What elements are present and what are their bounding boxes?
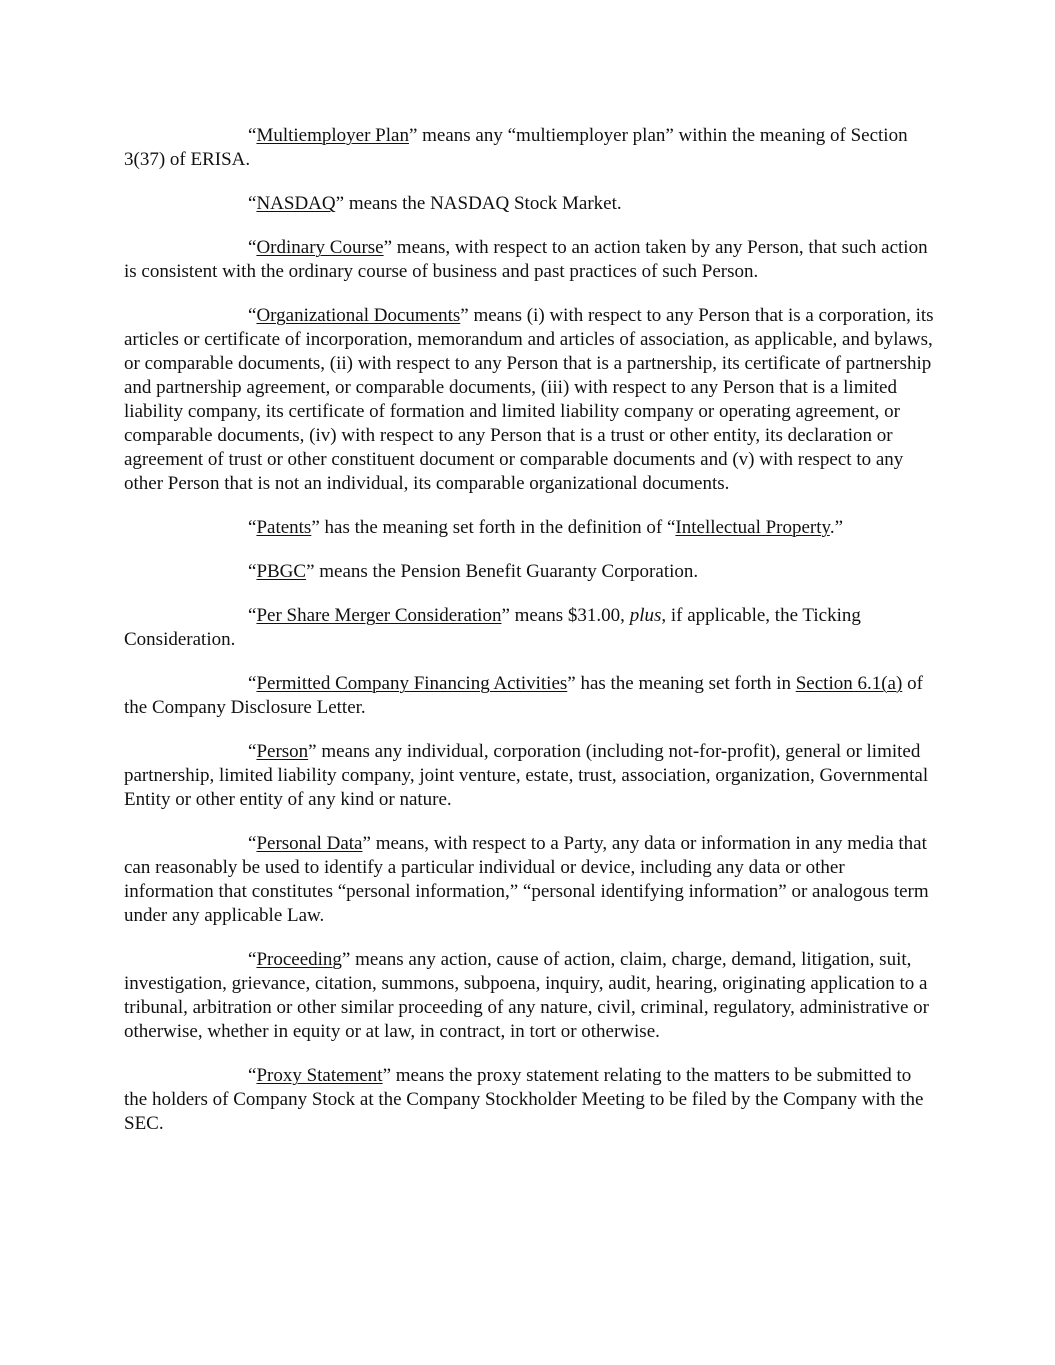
definition-text: means the NASDAQ Stock Market. <box>344 193 622 214</box>
defined-term: Patents <box>256 517 312 538</box>
definition-organizational-documents: “Organizational Documents” means (i) with respect to any Person that is a corporation, its articles or certificate of incorporation, memorandum and articles of association, as applicable, and bylaws, or comparable documents, (ii) with respect to any Person that is a partnership, its certificate of partnership and partnership agreement, or comparable documents, (iii) with respect to any Person that is a limited liability company, its certificate of formation and limited liability company or operating agreement, or comparable documents, (iv) with respect to any Person that is a trust or other entity, its declaration or agreement of trust or other constituent document or comparable documents and (v) with respect to any other Person that is not an individual, its comparable organizational documents. <box>124 305 934 494</box>
definition-text: means any individual, corporation (including not-for-profit), general or limited partnership, limited liability company, joint venture, estate, trust, association, organization, Governmental Entity or other entity of any kind or nature. <box>124 741 929 810</box>
definition-text: of the Company Disclosure Letter. <box>124 673 923 718</box>
definition-permitted-company-financing-activities: “Permitted Company Financing Activities” has the meaning set forth in Section 6.1(a) of the Company Disclosure Letter. <box>124 673 923 718</box>
definition-text: means, with respect to an action taken by any Person, that such action is consistent with the ordinary course of business and past practices of such Person. <box>124 237 928 282</box>
definition-text: has the meaning set forth in <box>575 673 796 694</box>
defined-term: NASDAQ <box>256 193 336 214</box>
definition-text: means the Pension Benefit Guaranty Corporation. <box>314 561 699 582</box>
emphasis-text: plus <box>629 605 662 626</box>
defined-term: Proxy Statement <box>256 1065 383 1086</box>
definition-multiemployer-plan: “Multiemployer Plan” means any “multiemployer plan” within the meaning of Section 3(37) of ERISA. <box>124 125 908 170</box>
definition-patents: “Patents” has the meaning set forth in the definition of “Intellectual Property.” <box>248 517 843 538</box>
definition-proxy-statement: “Proxy Statement” means the proxy statement relating to the matters to be submitted to the holders of Company Stock at the Company Stockholder Meeting to be filed by the Company with the SEC. <box>124 1065 924 1134</box>
definitions-section <box>124 124 934 1156</box>
defined-term: Ordinary Course <box>256 237 384 258</box>
cross-reference-link[interactable]: Intellectual Property <box>675 517 830 538</box>
definition-text: means $31.00, <box>509 605 630 626</box>
definition-per-share-merger-consideration: “Per Share Merger Consideration” means $31.00, plus, if applicable, the Ticking Consideration. <box>124 605 861 650</box>
definition-proceeding: “Proceeding” means any action, cause of action, claim, charge, demand, litigation, suit, investigation, grievance, citation, summons, subpoena, inquiry, audit, hearing, originating application to a tribunal, arbitration or other similar proceeding of any nature, civil, criminal, regulatory, administrative or otherwise, whether in equity or at law, in contract, in tort or otherwise. <box>124 949 929 1042</box>
defined-term: Personal Data <box>256 833 363 854</box>
defined-term: Proceeding <box>256 949 342 970</box>
cross-reference-link[interactable]: Section 6.1(a) <box>795 673 903 694</box>
definition-text: .” <box>829 517 843 538</box>
definition-text: means (i) with respect to any Person that is a corporation, its articles or certificate of incorporation, memorandum and articles of association, as applicable, and bylaws, or comparable documents, (ii) with respect to any Person that is a partnership, its certificate of partnership and partnership agreement, or comparable documents, (iii) with respect to any Person that is a limited liability company, its certificate of formation and limited liability company or operating agreement, or comparable documents, (iv) with respect to any Person that is a trust or other entity, its declaration or agreement of trust or other constituent document or comparable documents and (v) with respect to any other Person that is not an individual, its comparable organizational documents. <box>124 305 934 494</box>
defined-term: Permitted Company Financing Activities <box>256 673 568 694</box>
defined-term: PBGC <box>256 561 307 582</box>
definition-text: means any action, cause of action, claim, charge, demand, litigation, suit, investigation, grievance, citation, summons, subpoena, inquiry, audit, hearing, originating application to a tribunal, arbitration or other similar proceeding of any nature, civil, criminal, regulatory, administrative or otherwise, whether in equity or at law, in contract, in tort or otherwise. <box>124 949 929 1042</box>
defined-term: Per Share Merger Consideration <box>256 605 502 626</box>
definition-text: means any “multiemployer plan” within the meaning of Section 3(37) of ERISA. <box>124 125 908 170</box>
definition-text: means the proxy statement relating to the matters to be submitted to the holders of Company Stock at the Company Stockholder Meeting to be filed by the Company with the SEC. <box>124 1065 924 1134</box>
defined-term: Organizational Documents <box>256 305 461 326</box>
definition-pbgc: “PBGC” means the Pension Benefit Guaranty Corporation. <box>248 561 699 582</box>
definition-ordinary-course: “Ordinary Course” means, with respect to an action taken by any Person, that such action is consistent with the ordinary course of business and past practices of such Person. <box>124 237 928 282</box>
definition-nasdaq: “NASDAQ” means the NASDAQ Stock Market. <box>248 193 622 214</box>
defined-term: Multiemployer Plan <box>256 125 409 146</box>
definition-text: means, with respect to a Party, any data or information in any media that can reasonably be used to identify a particular individual or device, including any data or other information that constitutes “personal information,” “personal identifying information” or analogous term under any applicable Law. <box>124 833 929 926</box>
definition-personal-data: “Personal Data” means, with respect to a Party, any data or information in any media that can reasonably be used to identify a particular individual or device, including any data or other information that constitutes “personal information,” “personal identifying information” or analogous term under any applicable Law. <box>124 833 929 926</box>
definition-text: has the meaning set forth in the definition of “ <box>319 517 676 538</box>
definition-person: “Person” means any individual, corporation (including not-for-profit), general or limited partnership, limited liability company, joint venture, estate, trust, association, organization, Governmental Entity or other entity of any kind or nature. <box>124 741 929 810</box>
defined-term: Person <box>256 741 309 762</box>
definition-text: , if applicable, the Ticking Consideration. <box>124 605 861 650</box>
